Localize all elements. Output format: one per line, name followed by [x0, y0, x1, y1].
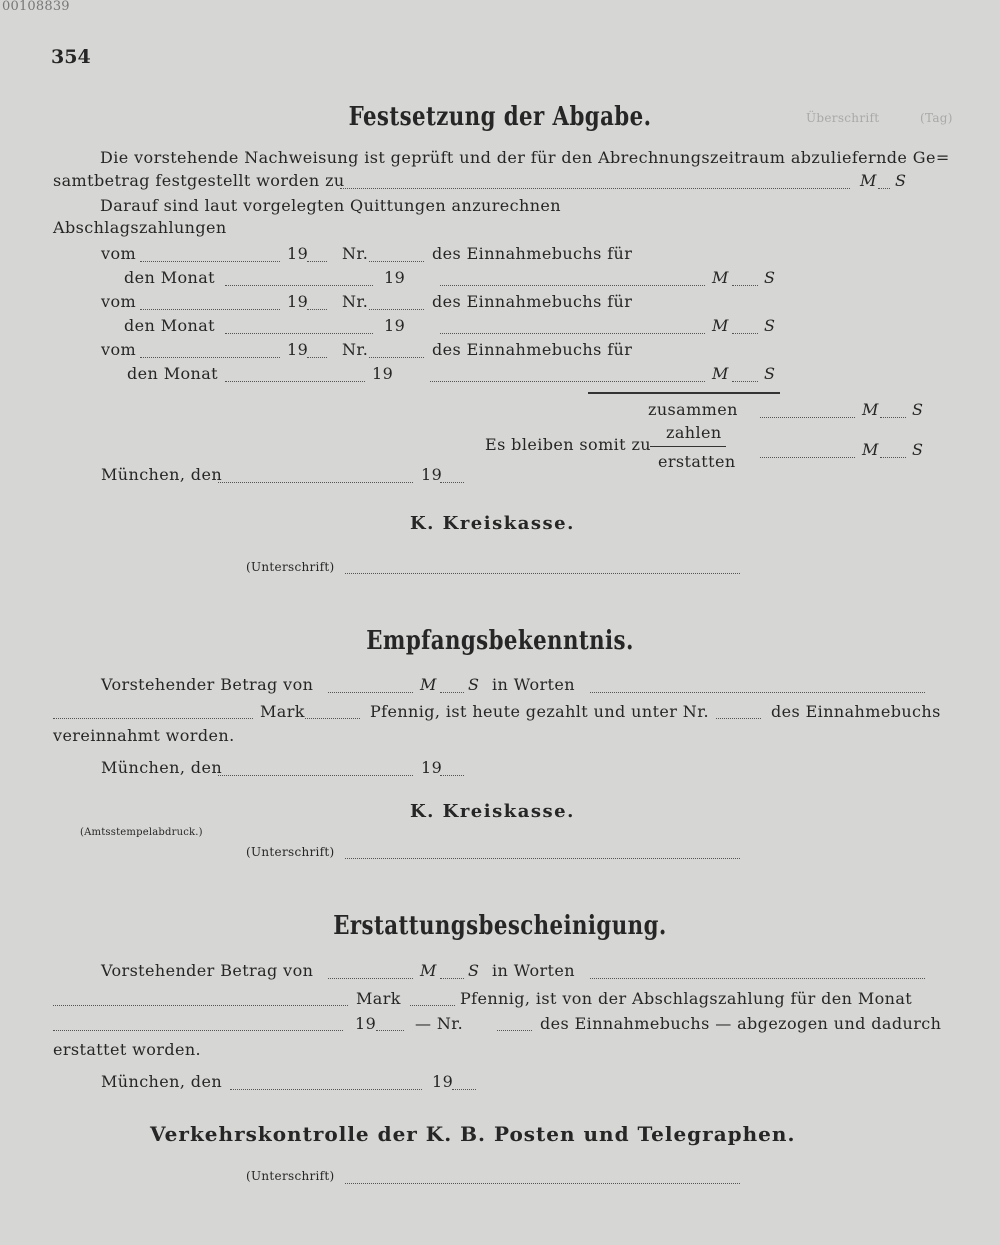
- date-field: [218, 775, 413, 776]
- year-field: [307, 261, 327, 262]
- dotted-field: [732, 285, 758, 286]
- dotted-field: [880, 457, 906, 458]
- monat-field: [225, 333, 373, 334]
- nr-field: [369, 309, 424, 310]
- dotted-field: [440, 692, 464, 693]
- dotted-leader: [440, 333, 705, 334]
- year-field: [307, 357, 327, 358]
- muenchen-den-label: München, den: [101, 465, 223, 484]
- words-field: [53, 718, 253, 719]
- pfennig-symbol: S: [468, 961, 480, 980]
- in-worten-label: in Worten: [492, 961, 575, 980]
- year-label: 19: [421, 758, 443, 777]
- paragraph-line: Pfennig, ist von der Abschlagszahlung für den Monat: [460, 989, 913, 1008]
- nr-label: Nr.: [342, 292, 369, 311]
- paragraph-line: erstattet worden.: [53, 1040, 202, 1059]
- page-number: 354: [51, 46, 91, 68]
- paragraph-line: vereinnahmt worden.: [53, 726, 235, 745]
- year-field: [440, 775, 464, 776]
- paragraph-line: des Einnahmebuchs — abgezogen und dadurch: [540, 1014, 942, 1033]
- mark-symbol: M: [860, 171, 877, 190]
- nr-label: — Nr.: [415, 1014, 464, 1033]
- unterschrift-label: (Unterschrift): [246, 560, 335, 574]
- paragraph-line: Darauf sind laut vorgelegten Quittungen anzurechnen: [100, 196, 562, 215]
- dotted-field: [880, 417, 906, 418]
- dotted-leader: [430, 381, 705, 382]
- amount-field: [328, 692, 413, 693]
- year-label: 19: [355, 1014, 377, 1033]
- year-field: [440, 482, 464, 483]
- nr-label: Nr.: [342, 340, 369, 359]
- betrag-label: Vorstehender Betrag von: [101, 961, 314, 980]
- unterschrift-label: (Unterschrift): [246, 845, 335, 859]
- paragraph-line: Pfennig, ist heute gezahlt und unter Nr.: [370, 702, 709, 721]
- section-title-empfang: Empfangsbekenntnis.: [366, 626, 634, 656]
- words-field: [590, 978, 925, 979]
- signature-field: [345, 1183, 740, 1184]
- pfennig-field: [410, 1005, 455, 1006]
- pfennig-symbol: S: [764, 364, 776, 383]
- dotted-leader: [340, 188, 850, 189]
- monat-label: den Monat: [124, 268, 215, 287]
- date-field: [140, 309, 280, 310]
- mark-label: Mark: [356, 989, 401, 1008]
- zusammen-label: zusammen: [648, 400, 738, 419]
- year-label: 19: [421, 465, 443, 484]
- dotted-field: [732, 381, 758, 382]
- kreiskasse-label: K. Kreiskasse.: [410, 513, 575, 534]
- mark-symbol: M: [420, 961, 437, 980]
- nr-field: [369, 357, 424, 358]
- monat-label: den Monat: [124, 316, 215, 335]
- year-label: 19: [372, 364, 394, 383]
- amount-field: [328, 978, 413, 979]
- muenchen-den-label: München, den: [101, 758, 223, 777]
- zahlen-label: zahlen: [666, 423, 722, 442]
- monat-field: [53, 1030, 343, 1031]
- vom-label: vom: [101, 244, 137, 263]
- section-title-erstattung: Erstattungsbescheinigung.: [333, 911, 667, 941]
- kreiskasse-label: K. Kreiskasse.: [410, 801, 575, 822]
- es-bleiben-label: Es bleiben somit zu: [485, 435, 652, 454]
- dotted-leader: [760, 417, 855, 418]
- words-field: [53, 1005, 348, 1006]
- mark-symbol: M: [712, 268, 729, 287]
- monat-field: [225, 381, 365, 382]
- dotted-leader: [440, 285, 705, 286]
- pfennig-field: [305, 718, 360, 719]
- vom-label: vom: [101, 292, 137, 311]
- mark-symbol: M: [420, 675, 437, 694]
- date-field: [218, 482, 413, 483]
- pfennig-symbol: S: [764, 316, 776, 335]
- year-field: [307, 309, 327, 310]
- scan-id-label: 00108839: [2, 0, 70, 14]
- unterschrift-label: (Unterschrift): [246, 1169, 335, 1183]
- year-label: 19: [287, 292, 309, 311]
- nr-field: [369, 261, 424, 262]
- dotted-field: [732, 333, 758, 334]
- year-label: 19: [384, 316, 406, 335]
- date-field: [230, 1089, 422, 1090]
- pfennig-symbol: S: [764, 268, 776, 287]
- date-field: [140, 261, 280, 262]
- year-label: 19: [432, 1072, 454, 1091]
- mark-symbol: M: [712, 316, 729, 335]
- paragraph-line: samtbetrag festgestellt worden zu: [53, 171, 345, 190]
- words-field: [590, 692, 925, 693]
- mark-label: Mark: [260, 702, 305, 721]
- sum-rule: [588, 392, 780, 394]
- dotted-field: [440, 978, 464, 979]
- einnahmebuch-label: des Einnahmebuchs für: [432, 292, 633, 311]
- bleed-through-text: Überschrift: [806, 111, 880, 125]
- fraction-line: [650, 446, 726, 447]
- year-label: 19: [287, 244, 309, 263]
- in-worten-label: in Worten: [492, 675, 575, 694]
- pfennig-symbol: S: [912, 440, 924, 459]
- signature-field: [345, 573, 740, 574]
- pfennig-symbol: S: [468, 675, 480, 694]
- paragraph-line: Abschlagszahlungen: [53, 218, 227, 237]
- dotted-field: [878, 188, 890, 189]
- einnahmebuch-label: des Einnahmebuchs für: [432, 244, 633, 263]
- monat-label: den Monat: [127, 364, 218, 383]
- mark-symbol: M: [862, 400, 879, 419]
- betrag-label: Vorstehender Betrag von: [101, 675, 314, 694]
- paragraph-line: Die vorstehende Nachweisung ist geprüft und der für den Abrechnungszeitraum abzuliefernde Ge=: [100, 148, 950, 167]
- year-field: [376, 1030, 404, 1031]
- mark-symbol: M: [712, 364, 729, 383]
- einnahmebuch-label: des Einnahmebuchs für: [432, 340, 633, 359]
- stamp-label: (Amtsstempelabdruck.): [80, 827, 203, 838]
- date-field: [140, 357, 280, 358]
- mark-symbol: M: [862, 440, 879, 459]
- verkehrskontrolle-label: Verkehrskontrolle der K. B. Posten und Telegraphen.: [150, 1122, 796, 1146]
- year-field: [452, 1089, 476, 1090]
- dotted-leader: [760, 457, 855, 458]
- einnahmebuch-label: des Einnahmebuchs: [771, 702, 941, 721]
- nr-field: [497, 1030, 532, 1031]
- nr-field: [716, 718, 761, 719]
- bleed-through-text: (Tag): [920, 111, 953, 125]
- year-label: 19: [384, 268, 406, 287]
- pfennig-symbol: S: [895, 171, 907, 190]
- section-title-festsetzung: Festsetzung der Abgabe.: [348, 102, 652, 132]
- year-label: 19: [287, 340, 309, 359]
- nr-label: Nr.: [342, 244, 369, 263]
- muenchen-den-label: München, den: [101, 1072, 223, 1091]
- pfennig-symbol: S: [912, 400, 924, 419]
- signature-field: [345, 858, 740, 859]
- erstatten-label: erstatten: [658, 452, 736, 471]
- vom-label: vom: [101, 340, 137, 359]
- monat-field: [225, 285, 373, 286]
